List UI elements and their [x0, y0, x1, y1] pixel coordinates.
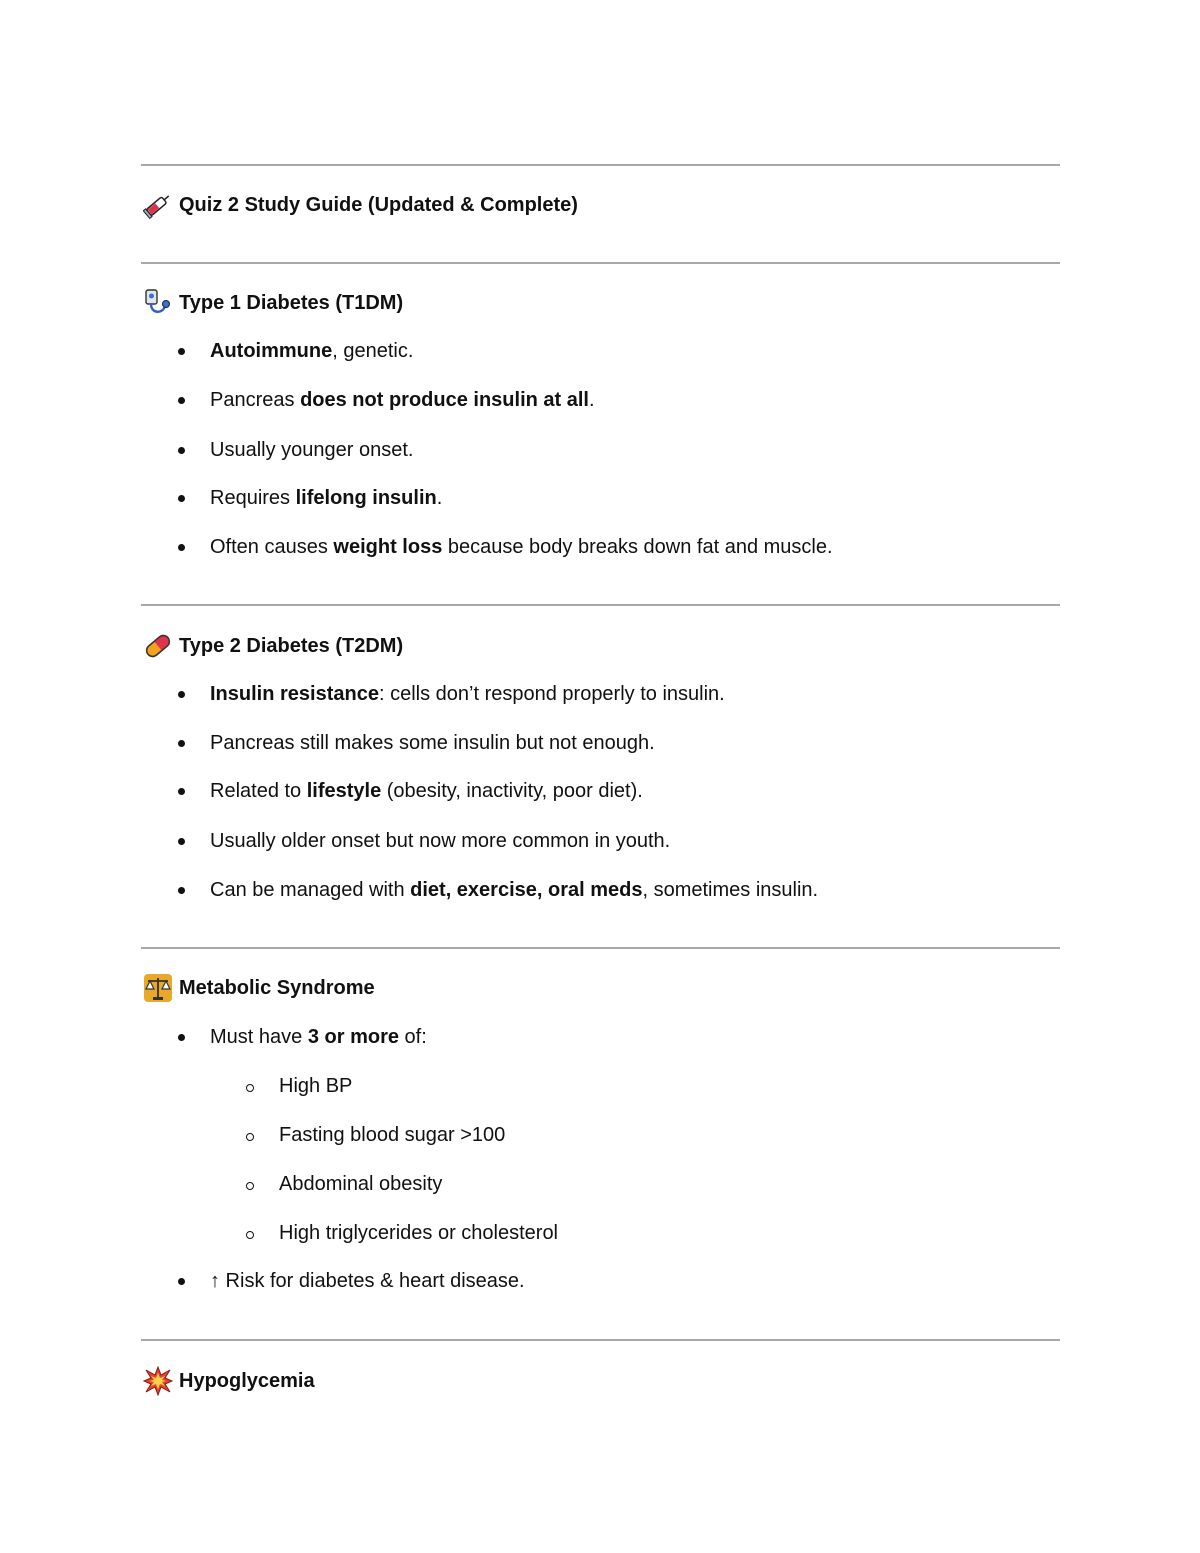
- text: Pancreas still makes some insulin but not enough.: [210, 731, 655, 754]
- bullet-dot: [178, 691, 185, 698]
- sub-list-item: [246, 1218, 558, 1248]
- list-item: [176, 1022, 427, 1052]
- text: Must have: [210, 1025, 308, 1048]
- text: High BP: [279, 1074, 353, 1097]
- bold-text: does not produce insulin at all: [300, 388, 589, 411]
- collision-icon: [143, 1366, 173, 1396]
- text: Usually younger onset.: [210, 438, 414, 461]
- text: (obesity, inactivity, poor diet).: [381, 779, 643, 802]
- section-heading-text: Hypoglycemia: [179, 1369, 315, 1392]
- document-title: [143, 189, 578, 221]
- text: Often causes: [210, 535, 334, 558]
- section-heading-text: Type 1 Diabetes (T1DM): [179, 291, 404, 314]
- syringe-icon: [143, 190, 173, 220]
- bullet-dot: [178, 544, 185, 551]
- section-heading-text: Type 2 Diabetes (T2DM): [179, 634, 404, 657]
- bullet-circle: [246, 1133, 254, 1141]
- text: .: [588, 388, 595, 411]
- text: Pancreas: [210, 388, 301, 411]
- text: High triglycerides or cholesterol: [279, 1221, 559, 1244]
- pill-icon: [143, 631, 173, 661]
- bullet-dot: [178, 495, 185, 502]
- bullet-dot: [178, 348, 185, 355]
- document-title-text: Quiz 2 Study Guide (Updated & Complete): [179, 193, 578, 216]
- text: : cells don’t respond properly to insulin.: [378, 682, 725, 705]
- list-item: [176, 336, 413, 366]
- list-item: [176, 435, 413, 465]
- sub-list-item: [246, 1071, 352, 1101]
- horizontal-rule: [141, 164, 1060, 166]
- bullet-dot: [178, 887, 185, 894]
- text: , genetic.: [332, 339, 414, 362]
- bullet-dot: [178, 1034, 185, 1041]
- bullet-circle: [246, 1182, 254, 1190]
- stethoscope-icon: [143, 288, 173, 318]
- section-heading-t1dm: [143, 287, 403, 319]
- bullet-dot: [178, 838, 185, 845]
- list-item: [176, 776, 643, 806]
- section-heading-t2dm: [143, 630, 403, 662]
- horizontal-rule: [141, 1339, 1060, 1341]
- section-heading-text: Metabolic Syndrome: [179, 976, 375, 999]
- bullet-dot: [178, 447, 185, 454]
- text: Fasting blood sugar >100: [279, 1123, 506, 1146]
- section-heading-metabolic-syndrome: [143, 972, 375, 1004]
- sub-list-item: [246, 1120, 505, 1150]
- bullet-dot: [178, 1278, 185, 1285]
- text: Requires: [210, 486, 296, 509]
- text: .: [436, 486, 443, 509]
- horizontal-rule: [141, 947, 1060, 949]
- bold-text: diet, exercise, oral meds: [410, 878, 643, 901]
- bullet-circle: [246, 1231, 254, 1239]
- bold-text: lifelong insulin: [295, 486, 437, 509]
- sub-list-item: [246, 1169, 442, 1199]
- text: , sometimes insulin.: [642, 878, 819, 901]
- list-item: [176, 728, 655, 758]
- horizontal-rule: [141, 604, 1060, 606]
- bold-text: Insulin resistance: [210, 682, 379, 705]
- bold-text: 3 or more: [307, 1025, 399, 1048]
- list-item: [176, 483, 442, 513]
- list-item: [176, 826, 670, 856]
- bold-text: lifestyle: [306, 779, 382, 802]
- text: because body breaks down fat and muscle.: [442, 535, 833, 558]
- bullet-dot: [178, 740, 185, 747]
- bullet-dot: [178, 788, 185, 795]
- bold-text: weight loss: [333, 535, 443, 558]
- text: of:: [398, 1025, 427, 1048]
- list-item: [176, 532, 833, 562]
- list-item: [176, 875, 818, 905]
- text: Can be managed with: [210, 878, 411, 901]
- list-item: [176, 385, 595, 415]
- bullet-circle: [246, 1084, 254, 1092]
- section-heading-hypoglycemia: [143, 1365, 315, 1397]
- list-item: [176, 679, 725, 709]
- text: Abdominal obesity: [279, 1172, 443, 1195]
- list-item: [176, 1266, 525, 1296]
- bold-text: Autoimmune: [210, 339, 333, 362]
- text: Related to: [210, 779, 307, 802]
- text: ↑ Risk for diabetes & heart disease.: [210, 1269, 525, 1292]
- balance-scale-icon: [143, 973, 173, 1003]
- text: Usually older onset but now more common in youth.: [210, 829, 671, 852]
- horizontal-rule: [141, 262, 1060, 264]
- bullet-dot: [178, 397, 185, 404]
